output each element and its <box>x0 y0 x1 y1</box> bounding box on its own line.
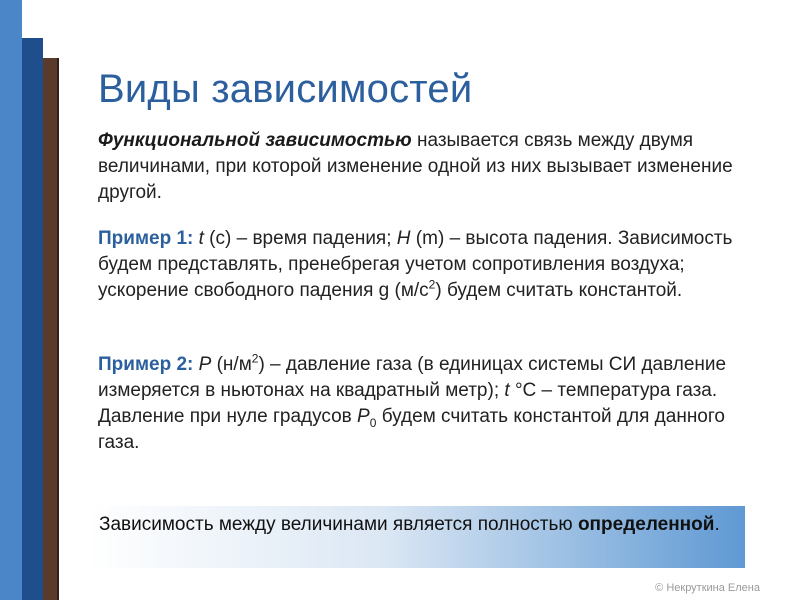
conclusion-emphasis: определенной <box>577 514 715 535</box>
example-2-sup: 2 <box>251 351 259 366</box>
example-2-text-2: ) – давление газа (в единицах системы СИ давление измеряется в ньютонах на квадратный метр); <box>98 354 727 401</box>
example-1-var-t: t <box>198 228 204 249</box>
conclusion-end: . <box>714 514 720 535</box>
decor-bar-brown <box>43 58 57 600</box>
example-1-text-4: ) будем считать константой. <box>435 280 683 301</box>
definition-paragraph <box>98 128 738 206</box>
footer-credit: © Некруткина Елена <box>655 582 760 594</box>
example-1-text-2: (m) – высота падения. Зависимость будем представлять, пренебрегая учетом сопротивления воздуха; ускорение свободного падения <box>98 228 733 301</box>
example-2-sub: 0 <box>369 415 377 430</box>
decor-bar-edge <box>57 58 59 600</box>
example-2-paragraph <box>98 352 738 456</box>
example-2-label: Пример 2: <box>98 354 194 375</box>
example-2-var-p0: P <box>357 406 370 427</box>
conclusion-box <box>89 506 745 568</box>
example-2-text-4: будем считать константой для данного газа. <box>98 406 725 453</box>
example-2-var-p: P <box>198 354 212 375</box>
example-2-var-t: t <box>504 380 510 401</box>
decor-bar-light <box>0 0 22 600</box>
page-title: Виды зависимостей <box>98 66 473 111</box>
example-1-text-1: (с) – время падения; <box>203 228 397 249</box>
conclusion-lead: Зависимость между величинами является полностью <box>99 514 578 535</box>
example-1-var-h: H <box>396 228 411 249</box>
example-2-text-1: (н/м <box>211 354 252 375</box>
example-1-sup: 2 <box>428 277 436 292</box>
example-1-paragraph <box>98 226 738 304</box>
example-1-label: Пример 1: <box>98 228 194 249</box>
decor-bar-dark-blue <box>22 38 43 600</box>
example-1-text-3: (м/с <box>389 280 429 301</box>
definition-text: называется связь между двумя величинами, при которой изменение одной из них вызывает изменение другой. <box>98 130 733 203</box>
conclusion-text <box>99 512 729 538</box>
example-1-var-g: g <box>378 280 390 301</box>
definition-term: Функциональной зависимостью <box>98 130 412 151</box>
example-2-text-3: °С – температура газа. Давление при нуле градусов <box>98 380 718 427</box>
